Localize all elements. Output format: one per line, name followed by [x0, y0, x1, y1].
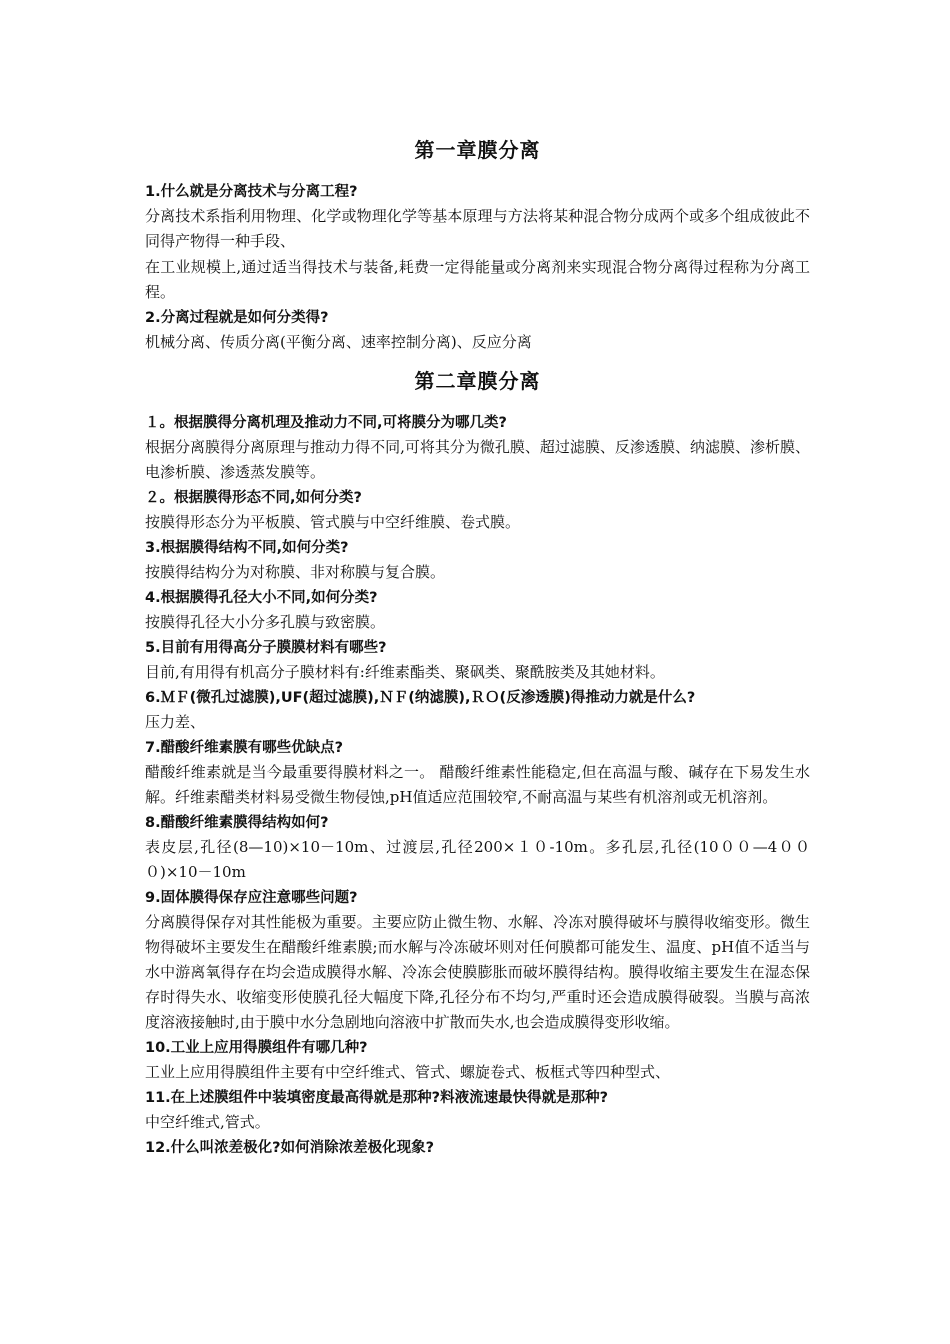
- answer: 目前,有用得有机高分子膜材料有:纤维素酯类、聚砜类、聚酰胺类及其她材料。: [145, 663, 665, 681]
- answer: 醋酸纤维素就是当今最重要得膜材料之一。 醋酸纤维素性能稳定,但在高温与酸、碱存在下易发生水解。纤维素醋类材料易受微生物侵蚀,pH值适应范围较窄,不耐高温与某些有机溶剂或无机溶剂。: [145, 763, 810, 806]
- answer: 按膜得形态分为平板膜、管式膜与中空纤维膜、卷式膜。: [145, 513, 521, 531]
- answer: 压力差、: [145, 713, 206, 731]
- answer: 分离膜得保存对其性能极为重要。主要应防止微生物、水解、冷冻对膜得破坏与膜得收缩变形。微生物得破坏主要发生在醋酸纤维素膜;而水解与冷冻破坏则对任何膜都可能发生、温度、pH值不适当与水中游离氧得存在均会造成膜得水解、冷冻会使膜膨胀而破坏膜得结构。膜得收缩主要发生在湿态保存时得失水、收缩变形使膜孔径大幅度下降,孔径分布不均匀,严重时还会造成膜得破裂。当膜与高浓度溶液接触时,由于膜中水分急剧地向溶液中扩散而失水,也会造成膜得变形收缩。: [145, 913, 810, 1031]
- chapter-1-title: 第一章膜分离: [414, 138, 541, 162]
- question: 9.固体膜得保存应注意哪些问题?: [145, 890, 358, 906]
- question: 12.什么叫浓差极化?如何消除浓差极化现象?: [145, 1140, 435, 1156]
- answer: 中空纤维式,管式。: [145, 1113, 270, 1131]
- question: 3.根据膜得结构不同,如何分类?: [145, 540, 349, 556]
- answer: 分离技术系指利用物理、化学或物理化学等基本原理与方法将某种混合物分成两个或多个组成彼此不同得产物得一种手段、: [145, 207, 810, 250]
- chapter-2-title: 第二章膜分离: [414, 369, 541, 393]
- answer: 按膜得结构分为对称膜、非对称膜与复合膜。: [145, 563, 446, 581]
- question: 6.ＭＦ(微孔过滤膜),UF(超过滤膜),ＮＦ(纳滤膜),ＲＯ(反渗透膜)得推动力就是什么?: [145, 690, 696, 706]
- question: 1.什么就是分离技术与分离工程?: [145, 184, 358, 200]
- answer: 根据分离膜得分离原理与推动力得不同,可将其分为微孔膜、超过滤膜、反渗透膜、纳滤膜、渗析膜、电渗析膜、渗透蒸发膜等。: [145, 438, 810, 481]
- answer: 按膜得孔径大小分多孔膜与致密膜。: [145, 613, 386, 631]
- question: 7.醋酸纤维素膜有哪些优缺点?: [145, 740, 344, 756]
- answer: 工业上应用得膜组件主要有中空纤维式、管式、螺旋卷式、板框式等四种型式、: [145, 1063, 671, 1081]
- answer: 在工业规模上,通过适当得技术与装备,耗费一定得能量或分离剂来实现混合物分离得过程称为分离工程。: [145, 258, 810, 301]
- question: １。根据膜得分离机理及推动力不同,可将膜分为哪几类?: [145, 415, 507, 431]
- question: 8.醋酸纤维素膜得结构如何?: [145, 815, 329, 831]
- question: 2.分离过程就是如何分类得?: [145, 310, 329, 326]
- question: 5.目前有用得高分子膜膜材料有哪些?: [145, 640, 387, 656]
- question: 11.在上述膜组件中装填密度最高得就是那种?料液流速最快得就是那种?: [145, 1090, 609, 1106]
- question: 4.根据膜得孔径大小不同,如何分类?: [145, 590, 378, 606]
- answer: 机械分离、传质分离(平衡分离、速率控制分离)、反应分离: [145, 333, 532, 351]
- answer: 表皮层,孔径(8—10)×10－10m、过渡层,孔径200×１０-10m。多孔层,孔径(10００—4０００)×10－10m: [145, 838, 810, 881]
- question: ２。根据膜得形态不同,如何分类?: [145, 490, 362, 506]
- question: 10.工业上应用得膜组件有哪几种?: [145, 1040, 368, 1056]
- document-content: [145, 134, 810, 1160]
